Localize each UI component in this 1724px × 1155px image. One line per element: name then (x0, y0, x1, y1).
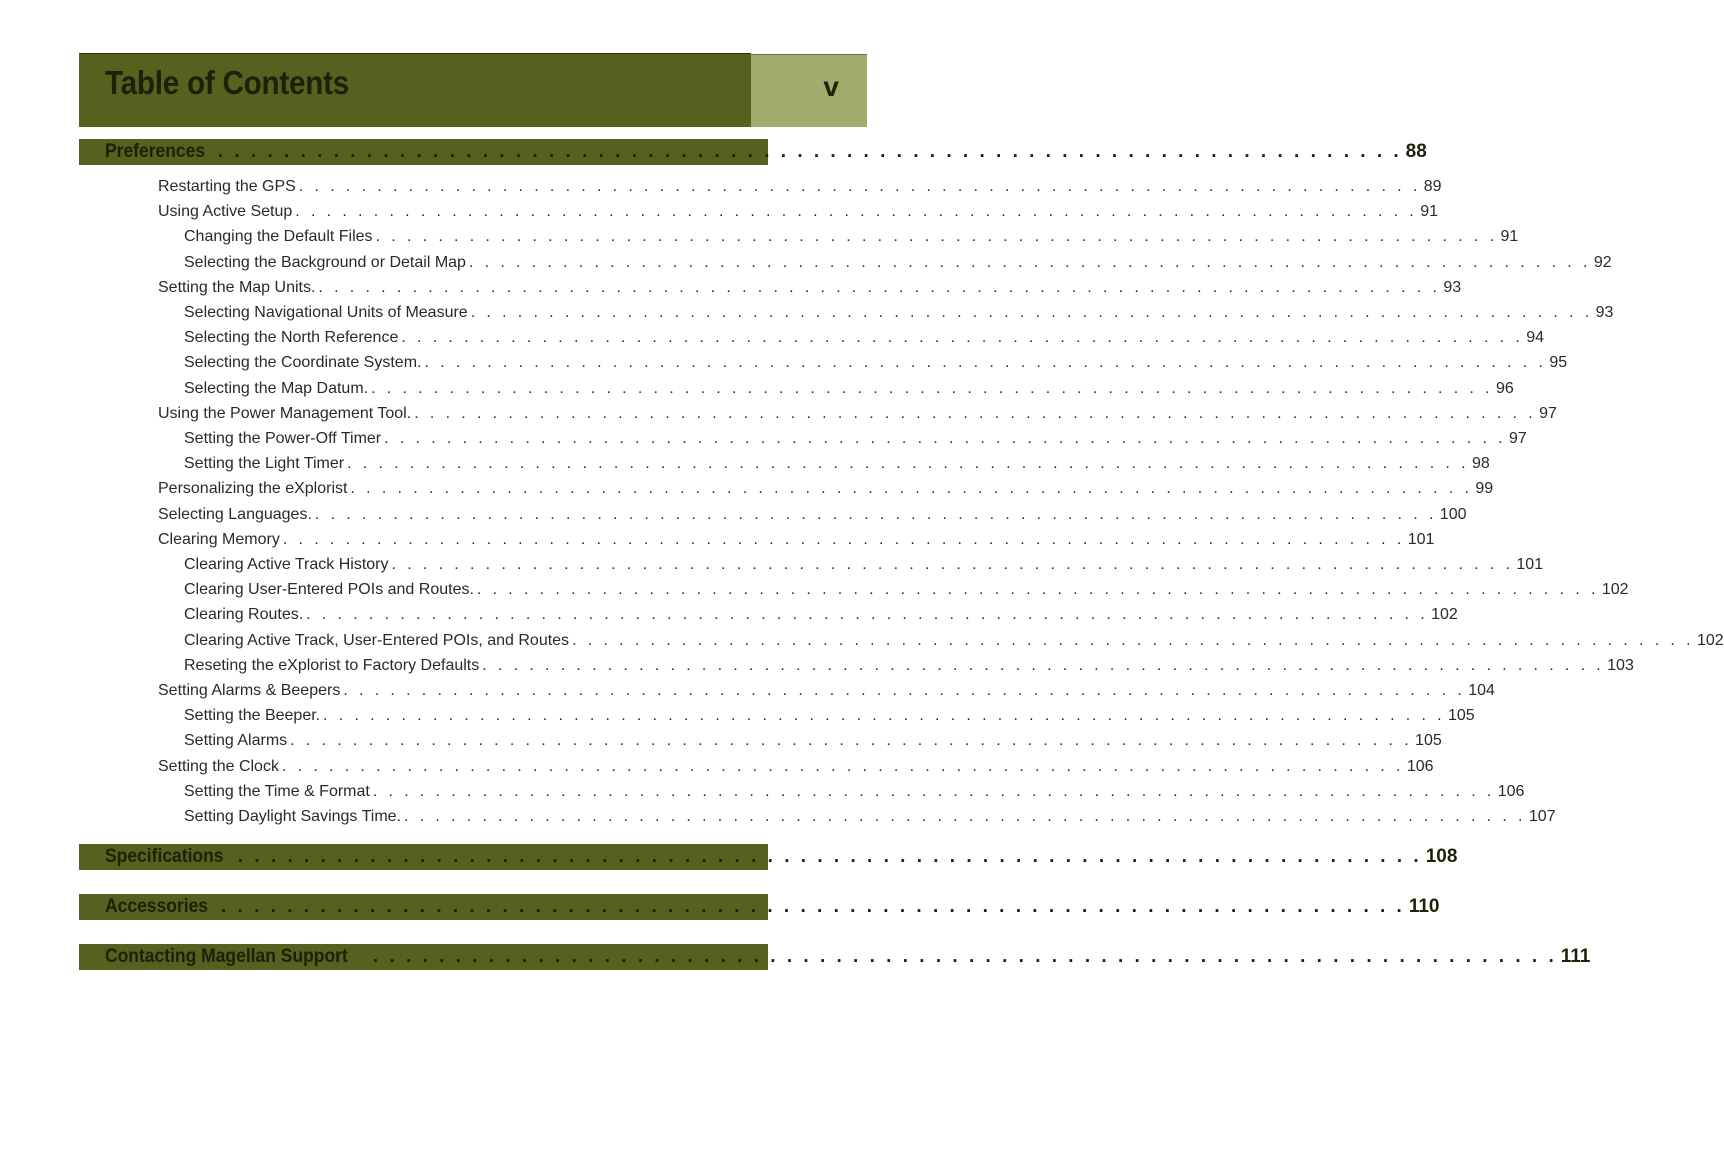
entry-title: Setting the Map Units. (158, 279, 316, 296)
toc-entry[interactable] (184, 354, 1568, 376)
entry-page: 102 (1431, 606, 1458, 623)
toc-entry[interactable] (158, 531, 1435, 553)
dot-leader: . . . . . . . . . . . . . . . . . . . . . . . . . . . . . . . . . . . . . . . . . . . . . . . . . . . . . . . . . . . . . . . . . . . . . . . . (350, 480, 1473, 497)
toc-entry[interactable] (158, 203, 1438, 225)
dot-leader: . . . . . . . . . . . . . . . . . . . . . . . . . . . . . . . . . . . . . . . . . . . . . . . . . . . . . . . . . . . . . . . . . . . . . . . . (482, 657, 1605, 674)
entry-title: Selecting the North Reference (184, 329, 399, 346)
dot-leader: . . . . . . . . . . . . . . . . . . . . . . . . . . . . . . . . . . . . . . . . . . . . . . . . . . . . . . . . . . . . . . . . . . . . . . . . (306, 606, 1429, 623)
entry-page: 102 (1601, 581, 1629, 598)
roman-page-tab (751, 54, 867, 127)
toc-entry[interactable] (184, 808, 1556, 830)
toc-entry[interactable] (158, 178, 1442, 200)
section-title: Contacting Magellan Support (105, 946, 348, 967)
entry-title: Selecting the Coordinate System. (184, 354, 422, 371)
toc-entry[interactable] (158, 405, 1557, 427)
entry-page: 96 (1495, 380, 1514, 397)
entry-page: 107 (1528, 808, 1556, 825)
toc-entry[interactable] (184, 455, 1490, 477)
toc-entry[interactable] (184, 707, 1475, 729)
entry-title: Using the Power Management Tool. (158, 405, 412, 422)
section-bar-specifications[interactable] (79, 844, 1458, 870)
entry-page: 103 (1607, 657, 1634, 674)
entry-page: 102 (1696, 632, 1724, 649)
toc-entry[interactable] (184, 632, 1724, 654)
toc-entry[interactable] (184, 304, 1614, 326)
entry-page: 101 (1407, 531, 1435, 548)
entry-page: 93 (1443, 279, 1462, 296)
entry-page: 91 (1500, 228, 1519, 245)
dot-leader: . . . . . . . . . . . . . . . . . . . . . . . . . . . . . . . . . . . . . . . . . . . . . . . . . . . . . . . . . . . . . . . . . . . . . . . . (298, 178, 1421, 195)
entry-page: 100 (1439, 506, 1467, 523)
dot-leader: . . . . . . . . . . . . . . . . . . . . . . . . . . . . . . . . . . . . . . . . . . . . . . . . . . . . . . . . . . . . . . . . . . . . . . . . (372, 783, 1495, 800)
dot-leader: . . . . . . . . . . . . . . . . . . . . . . . . . . . . . . . . . . . . . . . . . . . . . . . . . . . . . . . . . . . . . . . . . . . . . . . . (217, 141, 1402, 162)
entry-title: Selecting Navigational Units of Measure (184, 304, 468, 321)
dot-leader: . . . . . . . . . . . . . . . . . . . . . . . . . . . . . . . . . . . . . . . . . . . . . . . . . . . . . . . . . . . . . . . . . . . . . . . . (414, 405, 1537, 422)
entry-title: Setting Daylight Savings Time. (184, 808, 401, 825)
dot-leader: . . . . . . . . . . . . . . . . . . . . . . . . . . . . . . . . . . . . . . . . . . . . . . . . . . . . . . . . . . . . . . . . . . . . . . . . (282, 531, 1405, 548)
entry-title: Reseting the eXplorist to Factory Defaults (184, 657, 480, 674)
toc-entry[interactable] (184, 254, 1612, 276)
entry-title: Selecting Languages. (158, 506, 312, 523)
dot-leader: . . . . . . . . . . . . . . . . . . . . . . . . . . . . . . . . . . . . . . . . . . . . . . . . . . . . . . . . . . . . . . . . . . . . . . . . (375, 228, 1498, 245)
entry-page: 101 (1516, 556, 1544, 573)
entry-title: Using Active Setup (158, 203, 293, 220)
toc-entry[interactable] (158, 682, 1495, 704)
dot-leader: . . . . . . . . . . . . . . . . . . . . . . . . . . . . . . . . . . . . . . . . . . . . . . . . . . . . . . . . . . . . . . . . . . . . . . . . (237, 846, 1422, 867)
dot-leader: . . . . . . . . . . . . . . . . . . . . . . . . . . . . . . . . . . . . . . . . . . . . . . . . . . . . . . . . . . . . . . . . . . . . . . . . (404, 808, 1526, 825)
dot-leader: . . . . . . . . . . . . . . . . . . . . . . . . . . . . . . . . . . . . . . . . . . . . . . . . . . . . . . . . . . . . . . . . . . . . . . . . (384, 430, 1507, 447)
section-page: 110 (1408, 896, 1440, 917)
entry-page: 94 (1526, 329, 1545, 346)
dot-leader: . . . . . . . . . . . . . . . . . . . . . . . . . . . . . . . . . . . . . . . . . . . . . . . . . . . . . . . . . . . . . . . . . . . . . . . . (401, 329, 1524, 346)
entry-title: Clearing Routes. (184, 606, 304, 623)
entry-page: 105 (1415, 732, 1442, 749)
section-title: Accessories (105, 896, 209, 917)
dot-leader: . . . . . . . . . . . . . . . . . . . . . . . . . . . . . . . . . . . . . . . . . . . . . . . . . . . . . . . . . . . . . . . . . . . . . . . . (220, 896, 1405, 917)
toc-entry[interactable] (184, 606, 1458, 628)
entry-title: Changing the Default Files (184, 228, 373, 245)
toc-entry[interactable] (158, 480, 1494, 502)
dot-leader: . . . . . . . . . . . . . . . . . . . . . . . . . . . . . . . . . . . . . . . . . . . . . . . . . . . . . . . . . . . . . . . . . . . . . . . . (314, 506, 1437, 523)
entry-title: Setting the Power-Off Timer (184, 430, 382, 447)
entry-page: 97 (1539, 405, 1557, 422)
toc-entry[interactable] (184, 556, 1544, 578)
entry-title: Setting the Beeper. (184, 707, 321, 724)
entry-page: 106 (1497, 783, 1525, 800)
toc-entry[interactable] (184, 329, 1545, 351)
toc-entry[interactable] (184, 732, 1442, 754)
entry-title: Setting the Light Timer (184, 455, 345, 472)
entry-page: 106 (1406, 758, 1434, 775)
entry-title: Setting Alarms (184, 732, 288, 749)
section-title: Preferences (105, 141, 206, 162)
toc-entry[interactable] (184, 657, 1634, 679)
toc-entry[interactable] (184, 228, 1519, 250)
dot-leader: . . . . . . . . . . . . . . . . . . . . . . . . . . . . . . . . . . . . . . . . . . . . . . . . . . . . . . . . . . . . . . . . . . . . . . . . (476, 581, 1599, 598)
section-page: 111 (1560, 946, 1591, 967)
toc-entry[interactable] (158, 758, 1434, 780)
entry-title: Restarting the GPS (158, 178, 296, 195)
entry-title: Setting the Time & Format (184, 783, 370, 800)
dot-leader: . . . . . . . . . . . . . . . . . . . . . . . . . . . . . . . . . . . . . . . . . . . . . . . . . . . . . . . . . . . . . . . . . . . . . . . . (468, 254, 1591, 271)
entry-title: Setting Alarms & Beepers (158, 682, 341, 699)
header-bar (79, 53, 751, 127)
dot-leader: . . . . . . . . . . . . . . . . . . . . . . . . . . . . . . . . . . . . . . . . . . . . . . . . . . . . . . . . . . . . . . . . . . . . . . . . (347, 455, 1469, 472)
toc-entry[interactable] (158, 506, 1467, 528)
entry-title: Setting the Clock (158, 758, 279, 775)
page-title: Table of Contents (105, 64, 350, 101)
entry-page: 95 (1549, 354, 1568, 371)
entry-page: 92 (1593, 254, 1612, 271)
entry-title: Personalizing the eXplorist (158, 480, 348, 497)
entry-title: Clearing Active Track, User-Entered POIs, and Routes (184, 632, 570, 649)
section-bar-preferences[interactable] (79, 139, 1427, 165)
entry-title: Selecting the Background or Detail Map (184, 254, 466, 271)
dot-leader: . . . . . . . . . . . . . . . . . . . . . . . . . . . . . . . . . . . . . . . . . . . . . . . . . . . . . . . . . . . . . . . . . . . . . . . . (281, 758, 1404, 775)
toc-entry[interactable] (184, 380, 1514, 402)
entry-page: 89 (1423, 178, 1442, 195)
dot-leader: . . . . . . . . . . . . . . . . . . . . . . . . . . . . . . . . . . . . . . . . . . . . . . . . . . . . . . . . . . . . . . . . . . . . . . . . (290, 732, 1413, 749)
entry-page: 97 (1509, 430, 1527, 447)
dot-leader: . . . . . . . . . . . . . . . . . . . . . . . . . . . . . . . . . . . . . . . . . . . . . . . . . . . . . . . . . . . . . . . . . . . . . . . . (372, 946, 1557, 967)
entry-page: 91 (1420, 203, 1438, 220)
toc-entry[interactable] (184, 581, 1629, 603)
toc-entry[interactable] (184, 430, 1527, 452)
dot-leader: . . . . . . . . . . . . . . . . . . . . . . . . . . . . . . . . . . . . . . . . . . . . . . . . . . . . . . . . . . . . . . . . . . . . . . . . (424, 354, 1547, 371)
dot-leader: . . . . . . . . . . . . . . . . . . . . . . . . . . . . . . . . . . . . . . . . . . . . . . . . . . . . . . . . . . . . . . . . . . . . . . . . (470, 304, 1593, 321)
section-page: 108 (1425, 846, 1458, 867)
dot-leader: . . . . . . . . . . . . . . . . . . . . . . . . . . . . . . . . . . . . . . . . . . . . . . . . . . . . . . . . . . . . . . . . . . . . . . . . (371, 380, 1493, 397)
dot-leader: . . . . . . . . . . . . . . . . . . . . . . . . . . . . . . . . . . . . . . . . . . . . . . . . . . . . . . . . . . . . . . . . . . . . . . . . (318, 279, 1441, 296)
section-bar-support[interactable] (79, 944, 1591, 970)
entry-title: Clearing Active Track History (184, 556, 389, 573)
dot-leader: . . . . . . . . . . . . . . . . . . . . . . . . . . . . . . . . . . . . . . . . . . . . . . . . . . . . . . . . . . . . . . . . . . . . . . . . (343, 682, 1466, 699)
entry-page: 98 (1471, 455, 1490, 472)
entry-page: 93 (1595, 304, 1614, 321)
section-title: Specifications (105, 846, 224, 867)
toc-entry[interactable] (184, 783, 1525, 805)
roman-page-number: v (823, 71, 839, 102)
toc-entry[interactable] (158, 279, 1462, 301)
dot-leader: . . . . . . . . . . . . . . . . . . . . . . . . . . . . . . . . . . . . . . . . . . . . . . . . . . . . . . . . . . . . . . . . . . . . . . . . (391, 556, 1514, 573)
entry-title: Clearing User-Entered POIs and Routes. (184, 581, 474, 598)
dot-leader: . . . . . . . . . . . . . . . . . . . . . . . . . . . . . . . . . . . . . . . . . . . . . . . . . . . . . . . . . . . . . . . . . . . . . . . . (572, 632, 1694, 649)
section-bar-accessories[interactable] (79, 894, 1440, 920)
entry-page: 104 (1468, 682, 1495, 699)
section-page: 88 (1405, 141, 1427, 162)
entry-page: 99 (1475, 480, 1494, 497)
entry-page: 105 (1448, 707, 1475, 724)
entry-title: Selecting the Map Datum. (184, 380, 369, 397)
dot-leader: . . . . . . . . . . . . . . . . . . . . . . . . . . . . . . . . . . . . . . . . . . . . . . . . . . . . . . . . . . . . . . . . . . . . . . . . (295, 203, 1418, 220)
dot-leader: . . . . . . . . . . . . . . . . . . . . . . . . . . . . . . . . . . . . . . . . . . . . . . . . . . . . . . . . . . . . . . . . . . . . . . . . (323, 707, 1445, 724)
entry-title: Clearing Memory (158, 531, 280, 548)
